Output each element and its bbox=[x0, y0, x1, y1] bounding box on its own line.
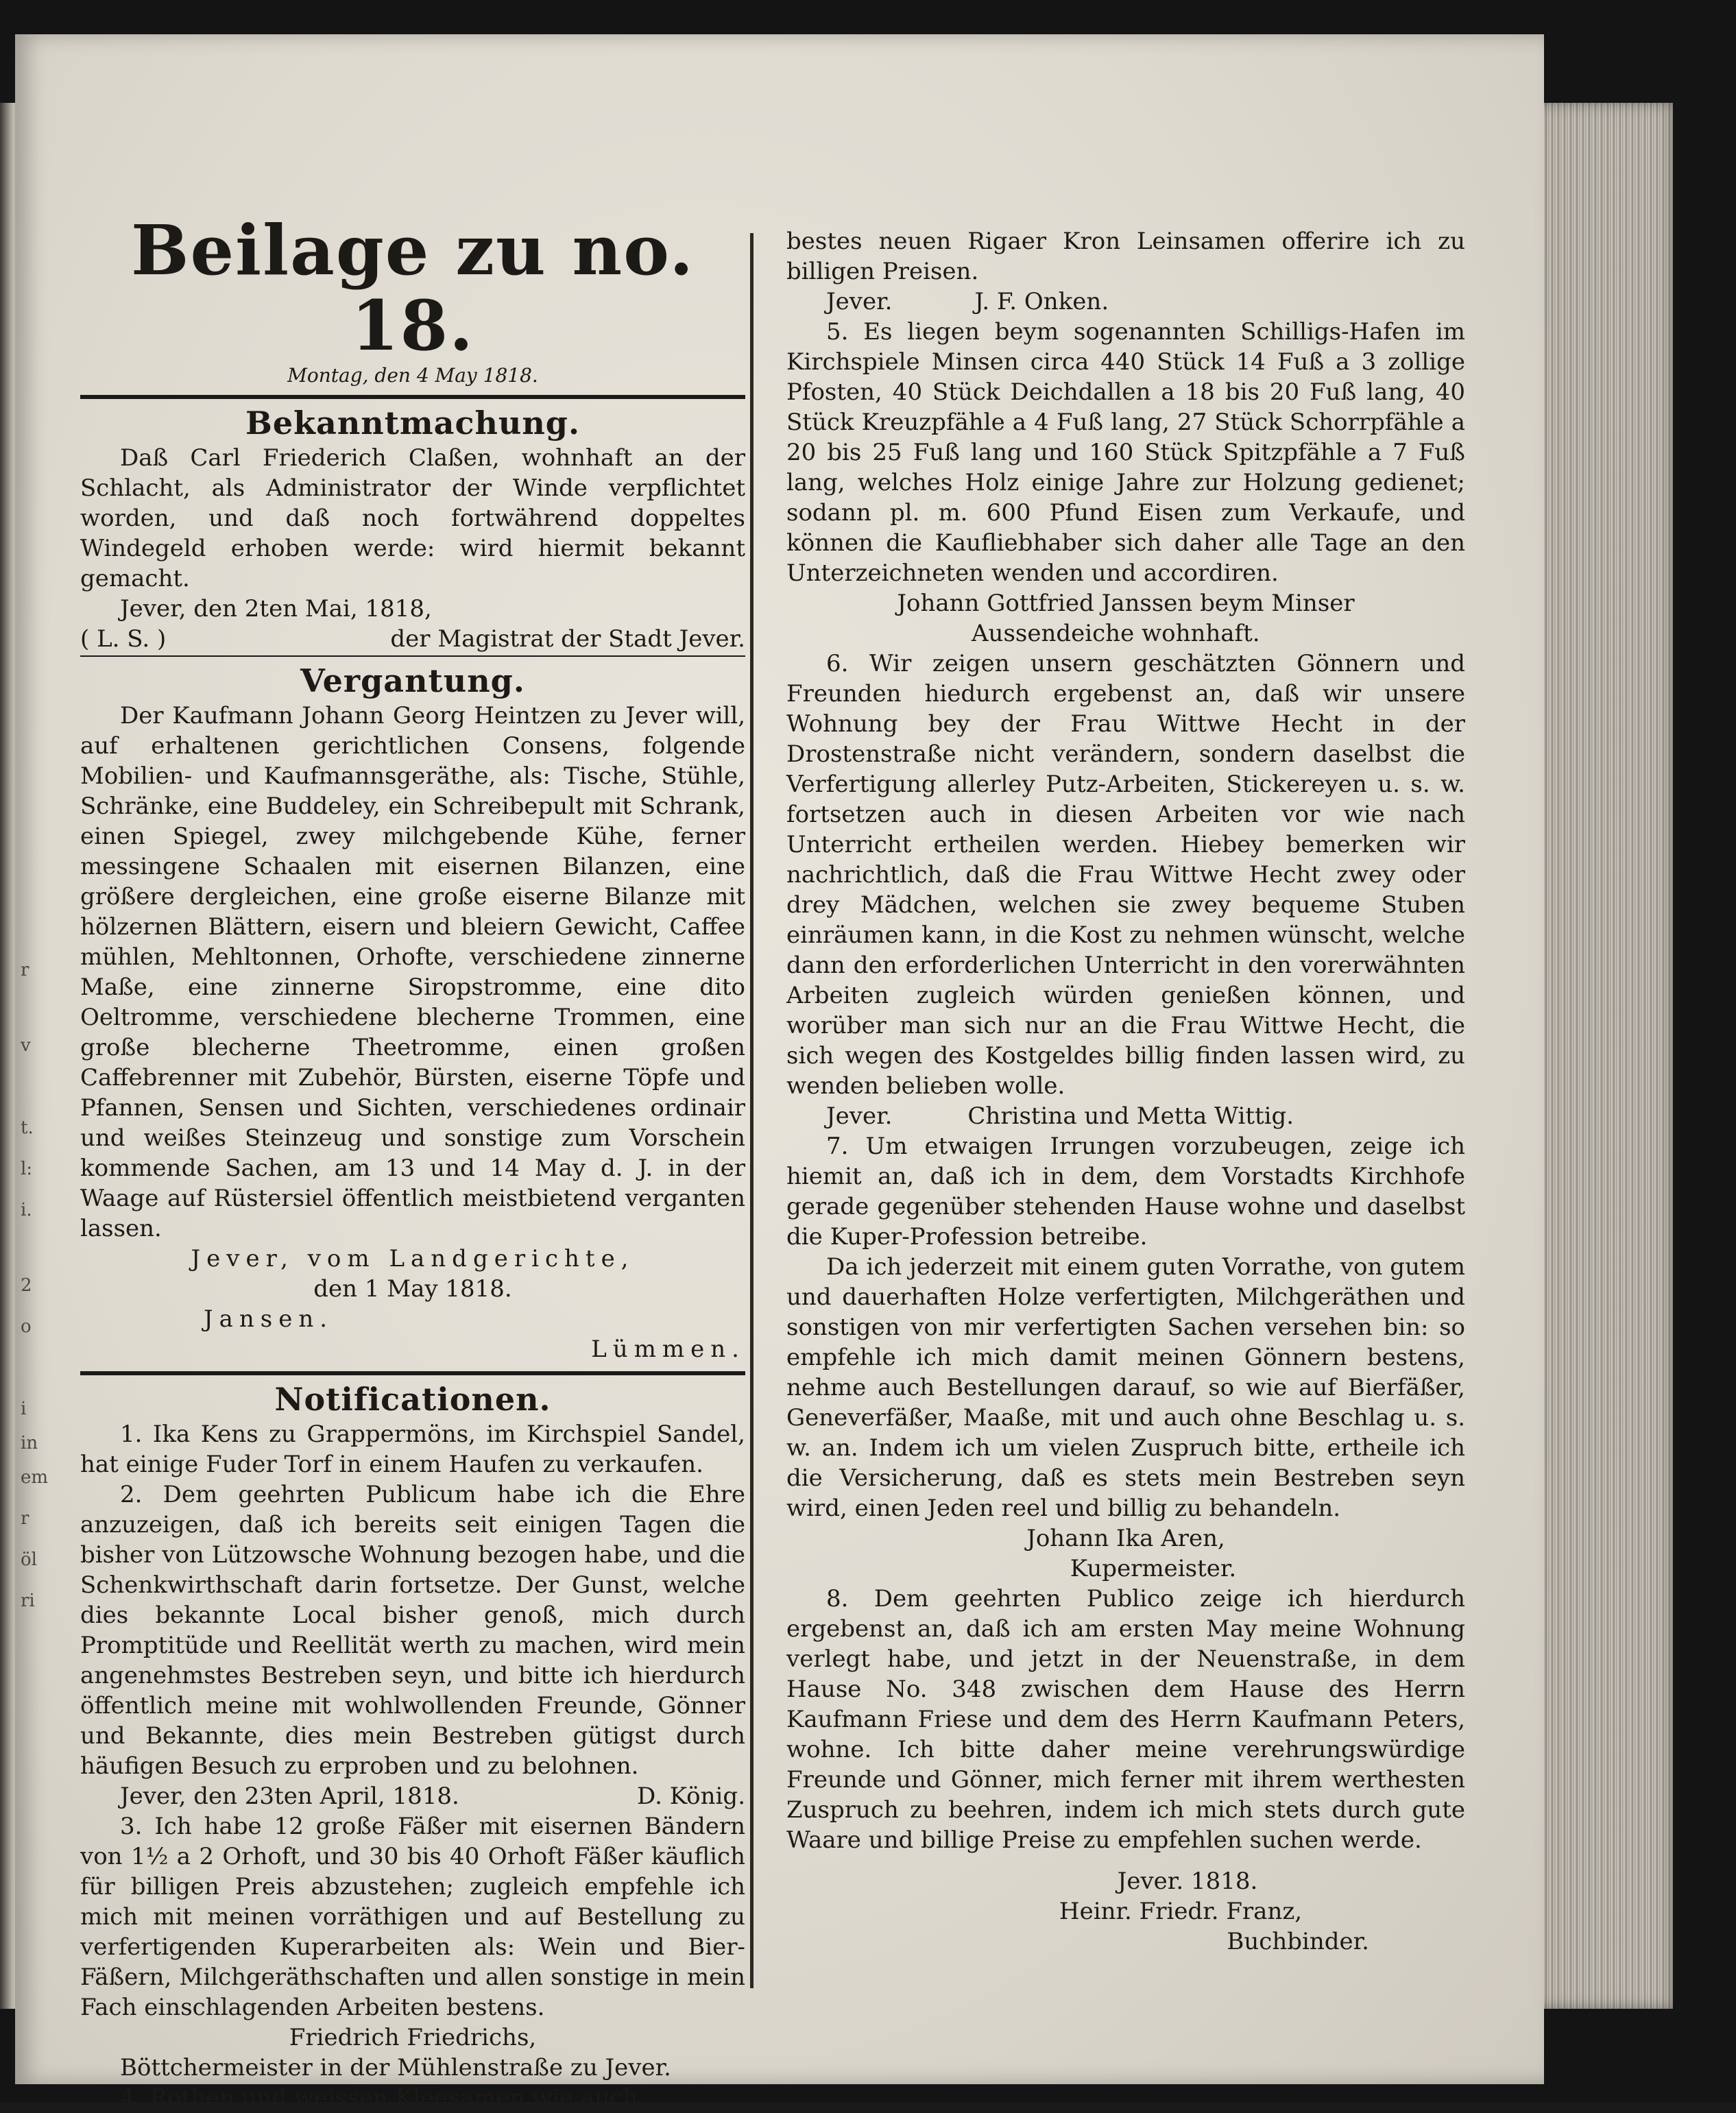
notification-8-date: Jever. 1818. bbox=[1117, 1868, 1258, 1895]
margin-fragment: em bbox=[21, 1467, 49, 1488]
vergantung-body: Der Kaufmann Johann Georg Heintzen zu Jever will, auf erhaltenen gerichtlichen Consens, folgende Mobilien- und Kaufmannsgeräthe, als: Tische, Stühle, Schränke, eine Buddeley, ein Schreibepult mit Schrank, einen Spiegel, zwey milchgebende Kühe, ferner messingene Schaalen mit eisernen Bilanzen, eine größere dergleichen, eine große eiserne Bilanze mit hölzernen Blättern, eisern und bleiern Gewicht, Caffee mühlen, Mehltonnen, Orhofte, verschiedene zinnerne Maße, eine zinnerne Siropstromme, eine dito Oeltromme, verschiedene blecherne Trommen, eine große blecherne Theetromme, einen großen Caffebrenner mit Zubehör, Bürsten, eiserne Töpfe und Pfannen, Sensen und Sichten, verschiedenes ordinair und weißes Steinzeug und sonstige zum Vorschein kommende Sachen, am 13 und 14 May d. J. in der Waage auf Rüstersiel öffentlich meistbietend verganten lassen. bbox=[80, 702, 745, 1242]
notification-1: 1. Ika Kens zu Grappermöns, im Kirchspiel Sandel, hat einige Fuder Torf in einem Haufen zu verkaufen. bbox=[80, 1421, 745, 1478]
notification-7-sign: Johann Ika Aren, bbox=[1026, 1525, 1225, 1552]
left-margin-fragments bbox=[21, 960, 48, 1645]
margin-fragment: in bbox=[21, 1433, 38, 1453]
section-rule bbox=[80, 655, 745, 657]
notification-6: 6. Wir zeigen unsern geschätzten Gönnern und Freunden hiedurch ergebenst an, daß wir unsere Wohnung bey der Frau Wittwe Hecht in der Drostenstraße nicht verändern, sondern daselbst die Verfertigung allerley Putz-Arbeiten, Stickereyen u. s. w. fortsetzen auch in diesen Arbeiten vor wie nach Unterricht ertheilen werden. Hiebey bemerken wir nachrichtlich, daß die Frau Wittwe Hecht zwey oder drey Mädchen, welchen sie zwey bequeme Stuben einräumen kann, in die Kost zu nehmen wünscht, welche dann den erforderlichen Unterricht in den vorerwähnten Arbeiten zugleich würden genießen können, und worüber man sich nur an die Frau Wittwe Hecht, die sich wegen des Kostgeldes billig finden lassen wird, zu wenden belieben wolle. bbox=[786, 650, 1465, 1100]
margin-fragment: r bbox=[21, 960, 29, 980]
margin-fragment: r bbox=[21, 1508, 29, 1529]
margin-fragment: t. bbox=[21, 1118, 34, 1138]
notification-7-continued: Da ich jederzeit mit einem guten Vorrathe, von gutem und dauerhaften Holze verfertigten, Milchgeräthen und sonstigen von mir verfertigten Sachen versehen bin: so empfehle ich mich damit meinen Gönnern bestens, nehme auch Bestellungen darauf, so wie auf Bierfäßer, Geneverfäßer, Maaße, mit und auch ohne Beschlag u. s. w. an. Indem ich um vielen Zuspruch bitte, ertheile ich die Versicherung, daß es stets mein Bestreben seyn wird, einen Jeden reel und billig zu behandeln. bbox=[786, 1253, 1465, 1522]
notification-5-sign: Johann Gottfried Janssen beym Minser bbox=[897, 590, 1355, 617]
column-divider bbox=[750, 233, 754, 1988]
section-heading-notificationen: Notificationen. bbox=[274, 1381, 551, 1418]
notification-4-place: Jever. bbox=[826, 288, 893, 315]
vergantung-sign-jansen: Jansen. bbox=[204, 1305, 334, 1333]
left-column bbox=[80, 192, 745, 2113]
notification-5-sign-residence: Aussendeiche wohnhaft. bbox=[972, 620, 1260, 647]
notification-6-place: Jever. bbox=[826, 1102, 893, 1130]
notification-2: 2. Dem geehrten Publicum habe ich die Ehre anzuzeigen, daß ich bereits seit einigen Tagen die bisher von Lützowsche Wohnung bezogen habe, und die Schenkwirthschaft darin fortsetze. Der Gunst, welche dies bekannte Local bisher genoß, mich durch Promptitüde und Reellität werth zu machen, wird mein angenehmstes Bestreben seyn, und bitte ich hierdurch öffentlich meine mit wohlwollenden Freunde, Gönner und Bekannte, dies mein Bestreben gütigst durch häufigen Besuch zu erproben und zu belohnen. bbox=[80, 1481, 745, 1780]
bekanntmachung-place-date: Jever, den 2ten Mai, 1818, bbox=[120, 595, 432, 623]
bekanntmachung-signature-line bbox=[80, 624, 745, 654]
notification-3-sign: Friedrich Friedrichs, bbox=[289, 2024, 537, 2051]
seal-mark: ( L. S. ) bbox=[80, 625, 167, 653]
notification-4-continued: bestes neuen Rigaer Kron Leinsamen offerire ich zu billigen Preisen. bbox=[786, 228, 1465, 285]
book-page-edges bbox=[1536, 103, 1673, 2009]
right-column bbox=[786, 226, 1465, 1957]
vergantung-sign-luemmen: Lümmen. bbox=[591, 1336, 745, 1363]
masthead-title: Beilage zu no. 18. bbox=[130, 210, 695, 366]
notification-3-sign-title: Böttchermeister in der Mühlenstraße zu Jever. bbox=[120, 2054, 671, 2081]
notification-8: 8. Dem geehrten Publico zeige ich hierdurch ergebenst an, daß ich am ersten May meine Wohnung verlegt habe, und jetzt in der Neuenstraße, in dem Hause No. 348 zwischen dem Hause des Herrn Kaufmann Friese und dem des Herrn Kaufmann Peters, wohne. Ich bitte daher meine verehrungswürdige Freunde und Gönner, mich ferner mit ihrem werthesten Zuspruch zu beehren, indem ich mich stets durch gute Waare und billige Preise zu empfehlen suchen werde. bbox=[786, 1585, 1465, 1854]
margin-fragment: öl bbox=[21, 1549, 37, 1570]
section-rule bbox=[80, 1371, 745, 1375]
margin-fragment: i bbox=[21, 1399, 27, 1419]
notification-6-sign: Christina und Metta Wittig. bbox=[967, 1102, 1294, 1130]
notification-5: 5. Es liegen beym sogenannten Schilligs-Hafen im Kirchspiele Minsen circa 440 Stück 14 Fuß a 3 zollige Pfosten, 40 Stück Deichdallen a 18 bis 20 Fuß lang, 40 Stück Kreuzpfähle a 4 Fuß lang, 27 Stück Schorrpfähle a 20 bis 25 Fuß lang und 160 Stück Spitzpfähle a 7 Fuß lang, welches Holz einige Jahre zur Holzung gedienet; sodann pl. m. 600 Pfund Eisen zum Verkaufe, und können die Kaufliebhaber sich daher alle Tage an den Unterzeichneten wenden und accordiren. bbox=[786, 318, 1465, 587]
notification-7: 7. Um etwaigen Irrungen vorzubeugen, zeige ich hiemit an, daß ich in dem, dem Vorstadts Kirchhofe gerade gegenüber stehenden Hause wohne und daselbst die Kuper-Profession betreibe. bbox=[786, 1133, 1465, 1251]
margin-fragment: v bbox=[21, 1035, 31, 1056]
masthead-rule bbox=[80, 395, 745, 399]
notification-2-sign: D. König. bbox=[637, 1783, 745, 1810]
section-heading-vergantung: Vergantung. bbox=[300, 662, 525, 699]
notification-8-sign: Heinr. Friedr. Franz, bbox=[1059, 1898, 1303, 1925]
magistrat-signature: der Magistrat der Stadt Jever. bbox=[390, 625, 745, 653]
notification-4-start: 4. Rothen und weissen Kleesamen wie auch bbox=[120, 2084, 638, 2112]
masthead-dateline: Montag, den 4 May 1818. bbox=[287, 364, 538, 387]
notification-4-sign: J. F. Onken. bbox=[974, 288, 1109, 315]
notification-2-signature-line bbox=[80, 1781, 745, 1811]
margin-fragment: l: bbox=[21, 1159, 33, 1179]
notification-7-sign-title: Kupermeister. bbox=[1070, 1555, 1237, 1582]
margin-fragment: 2 bbox=[21, 1275, 32, 1296]
margin-fragment: i. bbox=[21, 1200, 32, 1220]
bekanntmachung-body: Daß Carl Friederich Claßen, wohnhaft an der Schlacht, als Administrator der Winde verpflichtet worden, und daß noch fortwährend doppeltes Windegeld erhoben werde: wird hiermit bekannt gemacht. bbox=[80, 444, 745, 592]
newspaper-page bbox=[15, 34, 1544, 2112]
notification-6-signature-line bbox=[786, 1101, 1465, 1131]
section-heading-bekanntmachung: Bekanntmachung. bbox=[245, 405, 580, 442]
notification-2-date: Jever, den 23ten April, 1818. bbox=[120, 1783, 459, 1810]
notification-4-signature-line bbox=[786, 287, 1465, 317]
notification-8-sign-title: Buchbinder. bbox=[1227, 1928, 1369, 1955]
margin-fragment: ri bbox=[21, 1591, 35, 1611]
notification-3: 3. Ich habe 12 große Fäßer mit eisernen Bändern von 1½ a 2 Orhoft, und 30 bis 40 Orhoft Fäßer käuflich für billigen Preis abzustehen; zugleich empfehle ich mich mit meinen vorräthigen und auf Bestellung zu verfertigenden Kuperarbeiten als: Wein und Bier-Fäßern, Milchgeräthschaften und allen sonstige in mein Fach einschlagenden Arbeiten bestens. bbox=[80, 1813, 745, 2021]
margin-fragment: o bbox=[21, 1316, 32, 1337]
vergantung-court: Jever, vom Landgerichte, bbox=[191, 1245, 635, 1272]
vergantung-date: den 1 May 1818. bbox=[313, 1275, 512, 1303]
